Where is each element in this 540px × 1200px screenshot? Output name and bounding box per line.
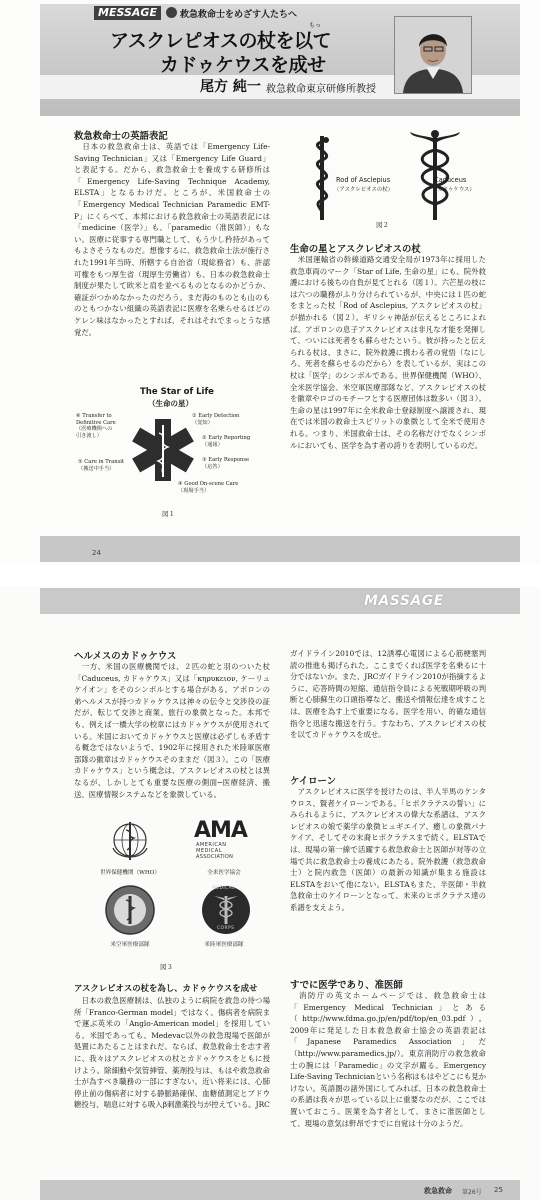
ama-logo-sub3: ASSOCIATION [196,854,234,860]
figure-2 [282,124,482,230]
fig2-label-right: Caduceus [434,176,467,184]
fig2-caption: 図２ [376,221,389,229]
page1-footer-band [40,536,520,562]
ama-logo-sub2: MEDICAL [196,848,222,854]
sec2-heading: 生命の星とアスクレピオスの杖 [290,244,421,255]
fig2-label-right-ja: （カドゥケウス） [432,187,475,193]
ama-logo-sub1: AMERICAN [196,842,227,848]
fig1-caption: 図１ [162,510,175,518]
sec1-heading: 救急救命士の英語表記 [74,131,168,142]
ama-label: 全米医学協会 [207,870,241,876]
fig1-item-2: ② Early Reporting （通報） [202,435,251,448]
ama-logo-word: AMA [194,818,247,843]
sec6-heading: すでに医学であり、准医師 [290,980,403,991]
fig1-item-6: ⑥ Transfer to Definitive Care （医療機関への 引き渡し） [76,413,116,439]
usaf-label: 米空軍医療部隊 [110,942,150,948]
sec5-body: アスクレピオスに医学を授けたのは、半人半馬のケンタウロス、賢者ケイローンである。「ヒポクラテスの誓い」にみられるように、アスクレピオスの偉大な系譜は、アスクレピオスの娘で薬学の象徴ヒュギエイア、癒しの象徴パナケイア、そしてその末裔ヒポクラテスまで続く。ELSTAでは、現場の第一線で活躍する救急救命士と医師が対等の立場で共に救急救命士の養成にあたる。院外救護（救急救命士）と院内救急（医師）の最新の知識が集まる施設はELSTAをおいて他にない。ELSTAもまた、半医師・半救急救命士のケイローンとなって、未来のヒポクラテス達の系譜を支えよう。 [290,787,486,912]
page-number-left: 24 [92,549,101,557]
fig1-subtitle: （生命の星） [148,399,193,408]
sec3-body: 一方、米国の医療機関では、２匹の蛇と羽のついた杖「Caduceus, カドゥケウス」又は「κηρυκειον, ケーリュケイオン」をそのシンボルとする場合がある。アポロンの弟ヘルメスが持つカドゥケウスは神々の伝令と交渉役の証だが、転じて交渉と商業、旅行の象徴となった。本邦でも、例えば一橋大学の校章にはカドゥケウスが使用されている。米国においてカドゥケウスと医療は必ずしも矛盾する概念ではないようで、1902年に採用された米陸軍医療部隊の徽章はカドゥケウスそのままだ（図３）。この「医療カドゥケウス」という概念は、アスクレピオスの杖とは異なるが、しかしとても重要な医療の側面─医療経済、搬送、医療情報システムなどを象徴している。 [74,662,270,799]
army-top-text: MEDICAL [212,886,236,891]
fig2-label-left-ja: （アスクレピオスの杖） [334,187,394,193]
fig3-caption: 図３ [160,963,173,971]
usaf-medical-seal-icon [104,884,156,936]
fig2-label-left: Rod of Asclepius [336,176,391,184]
message-tag-circle [166,7,177,18]
fig1-title: The Star of Life [140,387,214,397]
sec1-body: 日本の救急救命士は、英語では「Emergency Life-Saving Technician」又は「Emergency Life Guard」と表記する。だから、救急救命士を養成する研修所は「Emergency Life-Saving Technique Academy, ELSTA」となるわけだ。ところが、米国救命士の「Emergency Medical Technician Paramedic EMT-P」にくらべて、本邦における救急救命士の英語表記には「medicine（医学）」も、「paramedic（准医師）」もない。医療に従事する専門職として、もう少し矜持があってもよさそうなものだ。想像するに、救急救命士法が施行された1991年当時、所轄する自治省（現総務省）も、許認可権をもつ厚生省（現厚生労働省）も、日本の救急救命士制度が果たして欧米と肩を並べるものとなるのかどうか、確証がつかめなかったのだろう。まだ海のものとも山のものともつかない組織の英語表記に医療を名乗らせるほどのケレン味はなかったとすれば、それはそれでまっとうな感覚だ。 [74,142,270,337]
sec4-heading: アスクレピオスの杖を為し、カドゥケウスを成せ [74,983,258,993]
fig1-item-5: ⑤ Care in Transit （搬送中手当） [78,459,124,472]
title-ruby: もっ [309,22,322,29]
footer-brand: 救急救命 [424,1187,452,1195]
star-of-life-icon [126,415,200,485]
figure-3 [74,818,270,978]
message-tag: MESSAGE [94,6,161,20]
author-affiliation: 救急救命東京研修所教授 [266,84,376,95]
page2-header-band [40,588,520,614]
sec2-body: 米国運輸省の幹線道路交通安全局が1973年に採用した救急車両のマーク「Star of Life, 生命の星」にも、院外救護における後ちの自負が見てとれる（図１）。六芒星の枝には六つの職務がふり分けられているが、中央には１匹の蛇をまとった杖「Rod of Asclepius, アスクレピオスの杖」が描かれる（図２）。ギリシャ神話が伝えるところによれば、アポロンの息子アスクレピオスは非凡な才能を発揮して、ついには死者をも蘇らせたという。彼が持ったと伝えられる杖は、まさに、院外救護に携わる者の覚悟（なにしろ、死者を蘇らせるのだから）を表しているが、実はこの杖は「医学」のシンボルである。世界保健機関（WHO）、全米医学協会、米空軍医療部隊など、アスクレピオスの杖を徽章やロゴのモチーフとする医療団体は数多い（図３）。生命の星は1997年に全米救命士登録制度へ譲渡され、現在では米国の救命士スピリットの象徴として全米で使用される。つまり、米国救命士は、その名称だけでなくシンボルにおいても、医学を為す者の誇りを表明しているのだ。 [290,255,486,450]
fig1-item-1: ① Early Detection （覚知） [192,413,240,426]
author-portrait [394,16,472,94]
kicker: 救急救命士をめざす人たちへ [180,10,298,20]
army-bottom-text: CORPS [217,926,235,931]
title-line1: アスクレピオスの杖を以て [110,30,332,52]
title-line2: カドゥケウスを成せ [160,54,326,76]
footer-issue: 第26号 [462,1189,482,1196]
author-name: 尾方 純一 [200,79,261,95]
who-label: 世界保健機関（WHO） [100,870,160,876]
who-emblem-icon [110,820,150,864]
sec4-body: 日本の救急医療制は、仏独のように病院を救急の待つ場所「Franco-German model」ではなく、傷病者を病院まで運ぶ英米の「Anglo-American model」を採用している。米国であっても、Medevac以外の救急現場で医師が処置にあたることはまれだ。ならば、救急救命士を志す者に、我々はアスクレピオスの杖とカドゥケウスをともに授けよう。除細動や気管挿管、薬剤投与は、もはや救急救命士が為すべき職務の一部にすぎない。近い将来には、心肺停止前の傷病者に対する静脈路確保、血糖値測定とブドウ糖投与、喘息に対する吸入β刺激薬投与が控えている。JRC [74,996,270,1110]
page-number-right: 25 [494,1186,503,1194]
sec5-heading: ケイローン [290,776,337,787]
fig1-item-3: ③ Early Response （応答） [202,457,250,470]
page-gap [0,563,540,587]
sec3-heading: ヘルメスのカドゥケウス [74,651,177,662]
fig1-item-4: ④ Good On-scene Care （現場手当） [178,481,239,494]
col2-body: ガイドライン2010では、12誘導心電図による心筋梗塞判読の推進も掲げられた。ここまでくれば医学を名乗るに十分ではないか。また、JRCガイドライン2010が指摘するように、応答時間の短縮、通信指令員による死戦期呼吸の判断と心肺蘇生の口頭指導など、搬送や情報伝達を成すことは、医療を為す上で重要になる。医学を用い、的確な通信指令と迅速な搬送を行う。すなわち、アスクレピオスの杖を以てカドゥケウスを成せ。 [290,649,486,740]
massage-header: MASSAGE [364,593,444,609]
caduceus-icon [410,128,460,222]
sec6-body: 消防庁の英文ホームページでは、救急救命士は「Emergency Medical Technician」とある（http://www.fdma.go.jp/en/pdf/top/en_03.pdf）。2009年に発足した日本救急救命士協会の英語表記は「Japanese Paramedics Association」だ（http://www.paramedics.jp/）。東京消防庁の救急救命士の腕には「Paramedic」の文字が躍る。Emergency Life-Saving Technicianという名称はもはやどこにも見かけない。英語圏の諸外国にしてみれば、日本の救急救命士の系譜は我々が思っている以上に重要なのだが、ここでは置いておこう。医業を為す者として、まさに准医師として、現場の意気は軒昂ですでに自覚は十分のようだ。 [290,991,486,1128]
figure-1 [74,385,270,525]
army-label: 米陸軍医療部隊 [204,942,244,948]
